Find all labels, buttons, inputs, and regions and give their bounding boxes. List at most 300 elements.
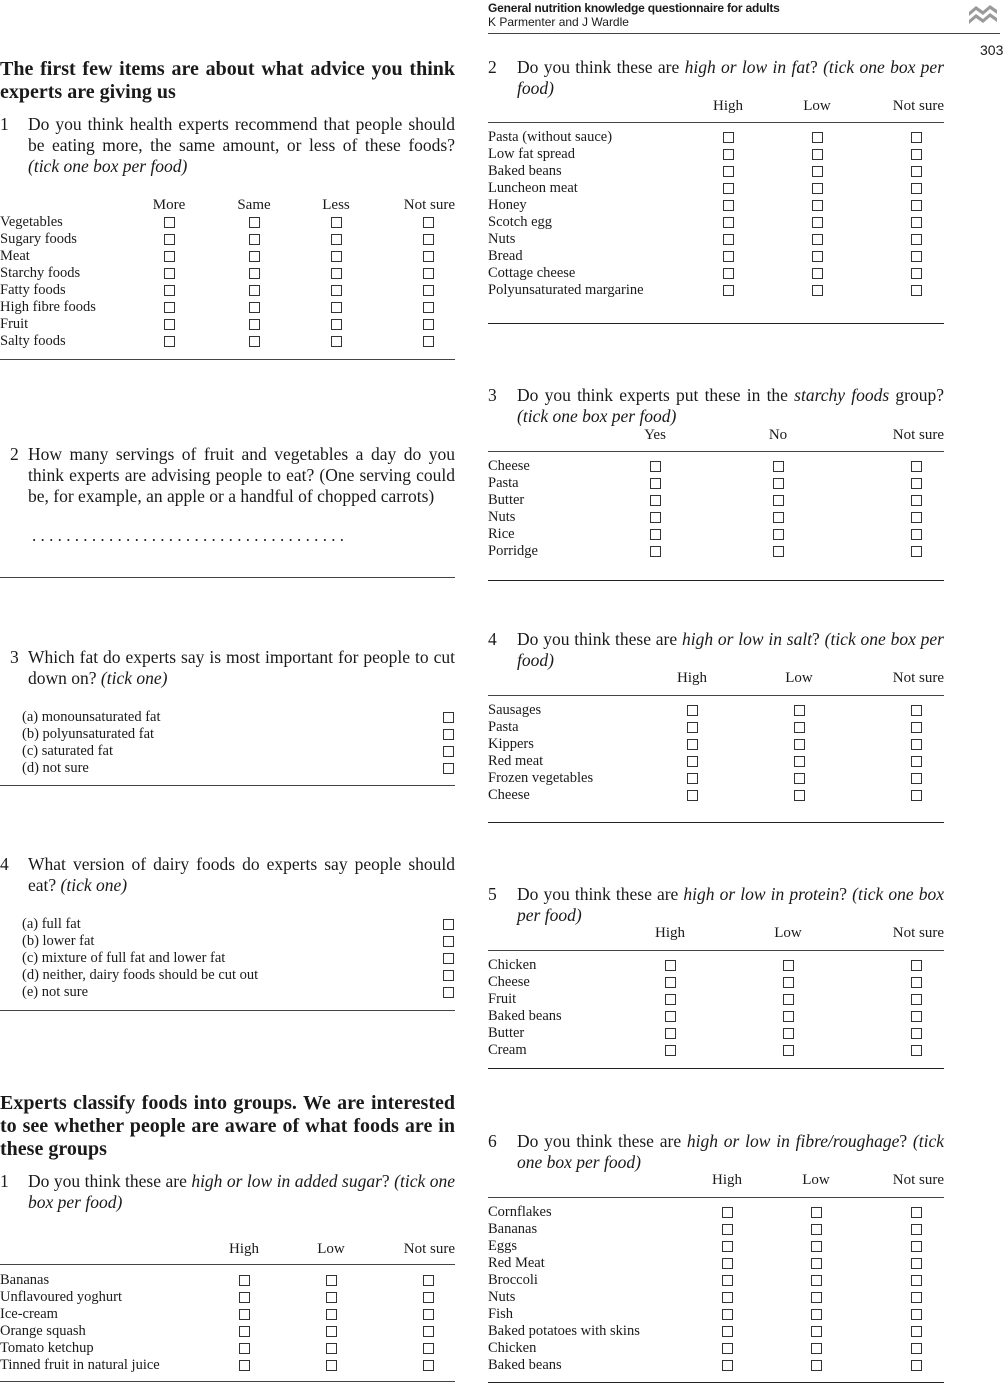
food-label: Pasta	[488, 719, 519, 735]
tick-box[interactable]	[911, 251, 922, 262]
tick-box[interactable]	[812, 149, 823, 160]
tick-box[interactable]	[911, 1207, 922, 1218]
column-header: Not sure	[403, 197, 455, 213]
section-heading-food-groups: Experts classify foods into groups. We are interested to see whether people are aware of what foods are in these groups	[0, 1092, 455, 1160]
question-b5-text: Do you think these are high or low in protein? (tick one box per food)	[517, 884, 944, 925]
question-number: 2	[488, 57, 497, 77]
tick-box[interactable]	[911, 1045, 922, 1056]
tick-box[interactable]	[911, 960, 922, 971]
tick-box[interactable]	[443, 936, 454, 947]
tick-box[interactable]	[812, 234, 823, 245]
column-header: Not sure	[403, 1241, 455, 1257]
option-label: (a) full fat	[22, 916, 81, 932]
tick-box[interactable]	[723, 149, 734, 160]
question-number: 5	[488, 884, 497, 904]
section-rule	[0, 1381, 455, 1382]
tick-box[interactable]	[911, 994, 922, 1005]
tick-box[interactable]	[911, 285, 922, 296]
tick-box[interactable]	[722, 1241, 733, 1252]
tick-box[interactable]	[911, 166, 922, 177]
tick-box[interactable]	[249, 319, 260, 330]
tick-box[interactable]	[164, 336, 175, 347]
tick-box[interactable]	[249, 217, 260, 228]
question-b1-text: Do you think these are high or low in added sugar? (tick one box per food)	[28, 1171, 455, 1212]
tick-box[interactable]	[665, 1028, 676, 1039]
tick-box[interactable]	[722, 1292, 733, 1303]
question-b4-text: Do you think these are high or low in salt? (tick one box per food)	[517, 629, 944, 670]
food-label: Low fat spread	[488, 146, 575, 162]
food-label: Meat	[0, 248, 30, 264]
tick-box[interactable]	[811, 1326, 822, 1337]
tick-box[interactable]	[812, 217, 823, 228]
tick-box[interactable]	[794, 790, 805, 801]
section-rule	[0, 785, 455, 786]
tick-box[interactable]	[911, 234, 922, 245]
tick-box[interactable]	[811, 1275, 822, 1286]
tick-box[interactable]	[723, 268, 734, 279]
tick-box[interactable]	[811, 1224, 822, 1235]
column-header: Not sure	[892, 1172, 944, 1188]
tick-box[interactable]	[811, 1343, 822, 1354]
tick-box[interactable]	[812, 200, 823, 211]
table-header-rule	[488, 1197, 944, 1198]
tick-box[interactable]	[326, 1360, 337, 1371]
option-label: (b) lower fat	[22, 933, 95, 949]
tick-box[interactable]	[812, 166, 823, 177]
option-label: (b) polyunsaturated fat	[22, 726, 155, 742]
tick-box[interactable]	[911, 1292, 922, 1303]
section-heading-advice: The first few items are about what advice you think experts are giving us	[0, 58, 455, 103]
tick-box[interactable]	[911, 773, 922, 784]
tick-box[interactable]	[650, 546, 661, 557]
column-header: High	[712, 1172, 742, 1188]
column-header: Low	[803, 98, 831, 114]
tick-box[interactable]	[687, 773, 698, 784]
food-label: Tomato ketchup	[0, 1340, 94, 1356]
tick-box[interactable]	[911, 1275, 922, 1286]
tick-box[interactable]	[665, 994, 676, 1005]
tick-box[interactable]	[164, 234, 175, 245]
tick-box[interactable]	[911, 722, 922, 733]
food-label: Baked beans	[488, 1357, 562, 1373]
food-label: Orange squash	[0, 1323, 86, 1339]
section-rule	[488, 323, 944, 324]
food-label: Baked beans	[488, 163, 562, 179]
tick-box[interactable]	[687, 722, 698, 733]
column-header: Not sure	[892, 427, 944, 443]
question-2-text: How many servings of fruit and vegetables a day do you think experts are advising people to eat? (One serving could be, for example, an apple or a handful of chopped carrots)	[28, 444, 455, 506]
question-1-text: Do you think health experts recommend that people should be eating more, the same amount, or less of these foods? (tick one box per food)	[28, 114, 455, 176]
tick-box[interactable]	[911, 977, 922, 988]
tick-box[interactable]	[650, 461, 661, 472]
food-label: Ice-cream	[0, 1306, 58, 1322]
option-label: (c) mixture of full fat and lower fat	[22, 950, 226, 966]
food-label: Nuts	[488, 509, 516, 525]
question-number: 3	[488, 385, 497, 405]
tick-box[interactable]	[687, 739, 698, 750]
food-label: Bananas	[488, 1221, 538, 1237]
table-header-rule	[488, 695, 944, 696]
food-label: Cream	[488, 1042, 527, 1058]
journal-authors: K Parmenter and J Wardle	[488, 15, 629, 29]
tick-box[interactable]	[911, 739, 922, 750]
tick-box[interactable]	[331, 336, 342, 347]
tick-box[interactable]	[687, 790, 698, 801]
tick-box[interactable]	[331, 234, 342, 245]
tick-box[interactable]	[911, 200, 922, 211]
tick-box[interactable]	[723, 200, 734, 211]
tick-box[interactable]	[773, 461, 784, 472]
tick-box[interactable]	[811, 1309, 822, 1320]
tick-box[interactable]	[722, 1343, 733, 1354]
food-label: Starchy foods	[0, 265, 81, 281]
question-3-text: Which fat do experts say is most important for people to cut down on? (tick one)	[28, 647, 455, 688]
column-header: Low	[774, 925, 802, 941]
tick-box[interactable]	[326, 1343, 337, 1354]
food-label: Chicken	[488, 957, 537, 973]
tick-box[interactable]	[443, 746, 454, 757]
tick-box[interactable]	[665, 960, 676, 971]
column-header: Not sure	[892, 925, 944, 941]
tick-box[interactable]	[239, 1326, 250, 1337]
tick-box[interactable]	[811, 1207, 822, 1218]
food-label: Baked beans	[488, 1008, 562, 1024]
section-rule	[0, 359, 455, 360]
tick-box[interactable]	[164, 285, 175, 296]
tick-box[interactable]	[773, 529, 784, 540]
tick-box[interactable]	[331, 285, 342, 296]
food-label: Red Meat	[488, 1255, 545, 1271]
tick-box[interactable]	[812, 268, 823, 279]
tick-box[interactable]	[443, 970, 454, 981]
tick-box[interactable]	[911, 1309, 922, 1320]
food-label: Bread	[488, 248, 523, 264]
food-label: Butter	[488, 492, 525, 508]
food-label: Baked potatoes with skins	[488, 1323, 640, 1339]
tick-box[interactable]	[326, 1275, 337, 1286]
tick-box[interactable]	[911, 461, 922, 472]
tick-box[interactable]	[665, 1045, 676, 1056]
section-rule	[488, 1068, 944, 1069]
tick-box[interactable]	[249, 285, 260, 296]
food-label: Red meat	[488, 753, 544, 769]
tick-box[interactable]	[773, 512, 784, 523]
column-header: High	[677, 670, 707, 686]
tick-box[interactable]	[665, 977, 676, 988]
tick-box[interactable]	[812, 183, 823, 194]
tick-box[interactable]	[794, 739, 805, 750]
section-rule	[488, 1382, 944, 1383]
food-label: Luncheon meat	[488, 180, 578, 196]
tick-box[interactable]	[911, 268, 922, 279]
tick-box[interactable]	[687, 756, 698, 767]
question-b2-text: Do you think these are high or low in fat? (tick one box per food)	[517, 57, 944, 98]
tick-box[interactable]	[326, 1292, 337, 1303]
food-label: Chicken	[488, 1340, 537, 1356]
publisher-logo-icon	[968, 2, 998, 24]
food-label: Cheese	[488, 458, 530, 474]
section-rule	[0, 577, 455, 578]
tick-box[interactable]	[911, 495, 922, 506]
tick-box[interactable]	[443, 987, 454, 998]
tick-box[interactable]	[773, 495, 784, 506]
tick-box[interactable]	[911, 1360, 922, 1371]
tick-box[interactable]	[911, 149, 922, 160]
column-header: High	[229, 1241, 259, 1257]
tick-box[interactable]	[249, 234, 260, 245]
tick-box[interactable]	[249, 268, 260, 279]
tick-box[interactable]	[911, 132, 922, 143]
column-header: High	[655, 925, 685, 941]
tick-box[interactable]	[443, 729, 454, 740]
tick-box[interactable]	[423, 217, 434, 228]
food-label: Rice	[488, 526, 515, 542]
column-header: Not sure	[892, 98, 944, 114]
tick-box[interactable]	[773, 546, 784, 557]
tick-box[interactable]	[443, 763, 454, 774]
tick-box[interactable]	[423, 1360, 434, 1371]
tick-box[interactable]	[650, 512, 661, 523]
tick-box[interactable]	[443, 919, 454, 930]
tick-box[interactable]	[722, 1275, 733, 1286]
food-label: Salty foods	[0, 333, 66, 349]
tick-box[interactable]	[239, 1360, 250, 1371]
tick-box[interactable]	[811, 1360, 822, 1371]
tick-box[interactable]	[723, 183, 734, 194]
tick-box[interactable]	[423, 1309, 434, 1320]
tick-box[interactable]	[722, 1258, 733, 1269]
tick-box[interactable]	[811, 1258, 822, 1269]
tick-box[interactable]	[665, 1011, 676, 1022]
question-b6-text: Do you think these are high or low in fibre/roughage? (tick one box per food)	[517, 1131, 944, 1172]
tick-box[interactable]	[331, 319, 342, 330]
column-header: Low	[802, 1172, 830, 1188]
tick-box[interactable]	[331, 268, 342, 279]
food-label: Eggs	[488, 1238, 517, 1254]
tick-box[interactable]	[722, 1360, 733, 1371]
tick-box[interactable]	[911, 183, 922, 194]
question-4-text: What version of dairy foods do experts say people should eat? (tick one)	[28, 854, 455, 895]
answer-line[interactable]: .....................................	[32, 526, 349, 545]
tick-box[interactable]	[722, 1309, 733, 1320]
tick-box[interactable]	[443, 953, 454, 964]
tick-box[interactable]	[687, 705, 698, 716]
tick-box[interactable]	[811, 1292, 822, 1303]
food-label: Polyunsaturated margarine	[488, 282, 644, 298]
question-number: 4	[488, 629, 497, 649]
tick-box[interactable]	[249, 336, 260, 347]
column-header: Yes	[644, 427, 666, 443]
food-label: High fibre foods	[0, 299, 96, 315]
tick-box[interactable]	[326, 1309, 337, 1320]
food-label: Pasta	[488, 475, 519, 491]
food-label: Broccoli	[488, 1272, 538, 1288]
tick-box[interactable]	[650, 495, 661, 506]
food-label: Sausages	[488, 702, 542, 718]
tick-box[interactable]	[723, 217, 734, 228]
option-label: (c) saturated fat	[22, 743, 113, 759]
tick-box[interactable]	[723, 285, 734, 296]
food-label: Nuts	[488, 1289, 516, 1305]
page-number: 303	[980, 42, 1003, 58]
food-label: Fatty foods	[0, 282, 66, 298]
tick-box[interactable]	[423, 234, 434, 245]
tick-box[interactable]	[911, 478, 922, 489]
table-header-rule	[0, 1264, 455, 1265]
tick-box[interactable]	[783, 1028, 794, 1039]
tick-box[interactable]	[811, 1241, 822, 1252]
tick-box[interactable]	[326, 1326, 337, 1337]
tick-box[interactable]	[723, 166, 734, 177]
tick-box[interactable]	[423, 251, 434, 262]
tick-box[interactable]	[722, 1207, 733, 1218]
tick-box[interactable]	[423, 1343, 434, 1354]
tick-box[interactable]	[794, 773, 805, 784]
food-label: Fish	[488, 1306, 513, 1322]
tick-box[interactable]	[723, 234, 734, 245]
food-label: Butter	[488, 1025, 525, 1041]
tick-box[interactable]	[423, 336, 434, 347]
question-number: 2	[10, 444, 19, 464]
food-label: Scotch egg	[488, 214, 553, 230]
tick-box[interactable]	[911, 1028, 922, 1039]
tick-box[interactable]	[249, 251, 260, 262]
journal-article-title: General nutrition knowledge questionnaire for adults	[488, 1, 780, 15]
tick-box[interactable]	[911, 790, 922, 801]
tick-box[interactable]	[239, 1309, 250, 1320]
tick-box[interactable]	[911, 705, 922, 716]
tick-box[interactable]	[911, 1224, 922, 1235]
food-label: Unflavoured yoghurt	[0, 1289, 123, 1305]
tick-box[interactable]	[812, 251, 823, 262]
tick-box[interactable]	[723, 132, 734, 143]
food-label: Nuts	[488, 231, 516, 247]
tick-box[interactable]	[331, 302, 342, 313]
tick-box[interactable]	[443, 712, 454, 723]
food-label: Cottage cheese	[488, 265, 576, 281]
food-label: Porridge	[488, 543, 538, 559]
tick-box[interactable]	[423, 319, 434, 330]
question-number: 1	[0, 114, 9, 134]
tick-box[interactable]	[911, 1326, 922, 1337]
tick-box[interactable]	[239, 1343, 250, 1354]
tick-box[interactable]	[423, 1275, 434, 1286]
tick-box[interactable]	[239, 1292, 250, 1303]
question-number: 1	[0, 1171, 9, 1191]
tick-box[interactable]	[783, 1011, 794, 1022]
tick-box[interactable]	[911, 756, 922, 767]
tick-box[interactable]	[783, 960, 794, 971]
tick-box[interactable]	[911, 1258, 922, 1269]
tick-box[interactable]	[911, 512, 922, 523]
tick-box[interactable]	[423, 1292, 434, 1303]
tick-box[interactable]	[911, 546, 922, 557]
column-header: Less	[322, 197, 350, 213]
header-rule	[488, 33, 1000, 34]
tick-box[interactable]	[650, 478, 661, 489]
tick-box[interactable]	[723, 251, 734, 262]
column-header: Not sure	[892, 670, 944, 686]
food-label: Cornflakes	[488, 1204, 552, 1220]
column-header: Low	[317, 1241, 345, 1257]
food-label: Fruit	[488, 991, 517, 1007]
column-header: High	[713, 98, 743, 114]
question-b3-text: Do you think experts put these in the starchy foods group? (tick one box per food)	[517, 385, 944, 426]
column-header: Low	[785, 670, 813, 686]
column-header: No	[768, 427, 788, 443]
food-label: Pasta (without sauce)	[488, 129, 613, 145]
column-header: More	[152, 197, 186, 213]
tick-box[interactable]	[773, 478, 784, 489]
food-label: Tinned fruit in natural juice	[0, 1357, 160, 1373]
tick-box[interactable]	[423, 1326, 434, 1337]
question-number: 3	[10, 647, 19, 667]
tick-box[interactable]	[812, 285, 823, 296]
tick-box[interactable]	[239, 1275, 250, 1286]
food-label: Cheese	[488, 974, 530, 990]
tick-box[interactable]	[423, 302, 434, 313]
tick-box[interactable]	[794, 756, 805, 767]
tick-box[interactable]	[794, 705, 805, 716]
food-label: Cheese	[488, 787, 530, 803]
tick-box[interactable]	[650, 529, 661, 540]
food-label: Vegetables	[0, 214, 63, 230]
tick-box[interactable]	[783, 1045, 794, 1056]
tick-box[interactable]	[331, 217, 342, 228]
tick-box[interactable]	[911, 217, 922, 228]
food-label: Bananas	[0, 1272, 50, 1288]
tick-box[interactable]	[794, 722, 805, 733]
food-label: Fruit	[0, 316, 29, 332]
tick-box[interactable]	[911, 1011, 922, 1022]
tick-box[interactable]	[331, 251, 342, 262]
tick-box[interactable]	[423, 285, 434, 296]
tick-box[interactable]	[783, 977, 794, 988]
tick-box[interactable]	[722, 1326, 733, 1337]
tick-box[interactable]	[722, 1224, 733, 1235]
table-header-rule	[488, 451, 944, 452]
food-label: Kippers	[488, 736, 534, 752]
table-header-rule	[488, 122, 944, 123]
question-number: 4	[0, 854, 9, 874]
question-number: 6	[488, 1131, 497, 1151]
tick-box[interactable]	[423, 268, 434, 279]
tick-box[interactable]	[783, 994, 794, 1005]
section-rule	[488, 580, 944, 581]
food-label: Honey	[488, 197, 527, 213]
tick-box[interactable]	[911, 1241, 922, 1252]
food-label: Frozen vegetables	[488, 770, 594, 786]
tick-box[interactable]	[164, 319, 175, 330]
tick-box[interactable]	[249, 302, 260, 313]
tick-box[interactable]	[164, 251, 175, 262]
tick-box[interactable]	[164, 268, 175, 279]
option-label: (a) monounsaturated fat	[22, 709, 161, 725]
option-label: (e) not sure	[22, 984, 89, 1000]
column-header: Same	[237, 197, 271, 213]
option-label: (d) neither, dairy foods should be cut out	[22, 967, 259, 983]
tick-box[interactable]	[164, 217, 175, 228]
option-label: (d) not sure	[22, 760, 89, 776]
section-rule	[488, 822, 944, 823]
food-label: Sugary foods	[0, 231, 77, 247]
tick-box[interactable]	[812, 132, 823, 143]
tick-box[interactable]	[911, 529, 922, 540]
tick-box[interactable]	[164, 302, 175, 313]
tick-box[interactable]	[911, 1343, 922, 1354]
section-rule	[0, 1010, 455, 1011]
table-header-rule	[488, 950, 944, 951]
